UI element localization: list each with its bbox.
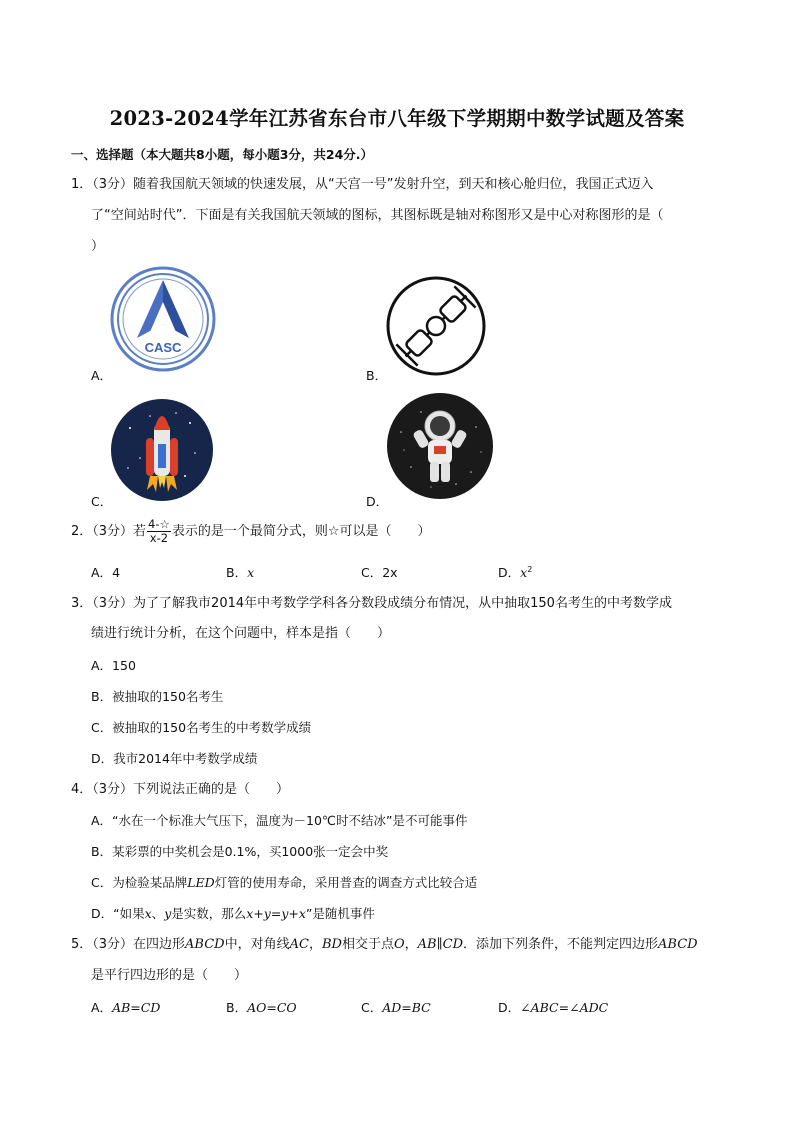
q3-option-c: C．被抽取的150名考生的中考数学成绩 [91, 720, 312, 735]
q1-option-a-label: A． [91, 368, 113, 383]
q2-option-b: B．x [226, 565, 255, 580]
q3-option-b: B．被抽取的150名考生 [91, 689, 224, 704]
q2-option-d: D．$x^2$ [498, 564, 533, 580]
q5-line2: 是平行四边形的是（ ） [91, 968, 248, 983]
q2-option-c: C．2x [361, 565, 398, 580]
section-heading: 一、选择题（本大题共8小题，每小题3分，共24分.） [71, 147, 374, 162]
q5-option-c: C．AD=BC [361, 1000, 431, 1015]
q4-option-a: A．“水在一个标准大气压下，温度为－10℃时不结冰”是不可能事件 [91, 813, 468, 828]
q5-option-a: A．AB=CD [91, 1000, 161, 1015]
casc-logo-icon [110, 266, 216, 372]
q4-option-c: C．为检验某品牌LED灯管的使用寿命，采用普查的调查方式比较合适 [91, 875, 478, 890]
q1-line2: 了“空间站时代”．下面是有关我国航天领域的图标，其图标既是轴对称图形又是中心对称图形的是（ [91, 208, 664, 223]
q3-line2: 绩进行统计分析，在这个问题中，样本是指（ ） [91, 626, 391, 641]
q3-option-a: A．150 [91, 658, 136, 673]
q4-option-d: D．“如果x、y是实数，那么x+y=y+x”是随机事件 [91, 906, 375, 921]
rocket-launch-icon [110, 398, 214, 502]
q3-option-d: D．我市2014年中考数学成绩 [91, 751, 258, 766]
q2-numerator: 4-☆ [148, 517, 170, 531]
q4-option-b: B．某彩票的中奖机会是0.1%，买1000张一定会中奖 [91, 844, 389, 859]
q1-option-b-label: B． [366, 368, 388, 383]
q3-line1: 3．（3分）为了了解我市2014年中考数学学科各分数段成绩分布情况，从中抽取150名考生的中考数学成 [71, 596, 672, 611]
q4-stem: 4．（3分）下列说法正确的是（ ） [71, 782, 290, 797]
q1-line1: 1．（3分）随着我国航天领域的快速发展，从“天宫一号”发射升空，到天和核心舱归位，我国正式迈入 [71, 177, 654, 192]
casc-text: CASC [144, 340, 182, 355]
q2-option-a: A．4 [91, 565, 121, 580]
question-2 [71, 518, 430, 545]
q2-suffix: 表示的是一个最简分式，则☆可以是（ ） [171, 524, 431, 539]
q5-option-d: D．∠ABC=∠ADC [498, 1000, 609, 1015]
q5-line1: 5．（3分）在四边形ABCD中，对角线AC，BD相交于点O，AB∥CD．添加下列条件，不能判定四边形ABCD [71, 937, 698, 952]
q2-fraction [147, 518, 171, 545]
page-title: 2023-2024学年江苏省东台市八年级下学期期中数学试题及答案 [109, 107, 685, 130]
q2-denominator: x-2 [149, 531, 169, 545]
question-1 [71, 175, 751, 265]
q5-option-b: B．AO=CO [226, 1000, 297, 1015]
space-station-icon [385, 275, 487, 377]
q1-line3: ） [91, 239, 105, 254]
q1-option-c-label: C． [91, 494, 113, 509]
astronaut-icon [386, 392, 494, 500]
q2-prefix: 2．（3分）若 [71, 524, 147, 539]
q1-option-d-label: D． [366, 494, 389, 509]
